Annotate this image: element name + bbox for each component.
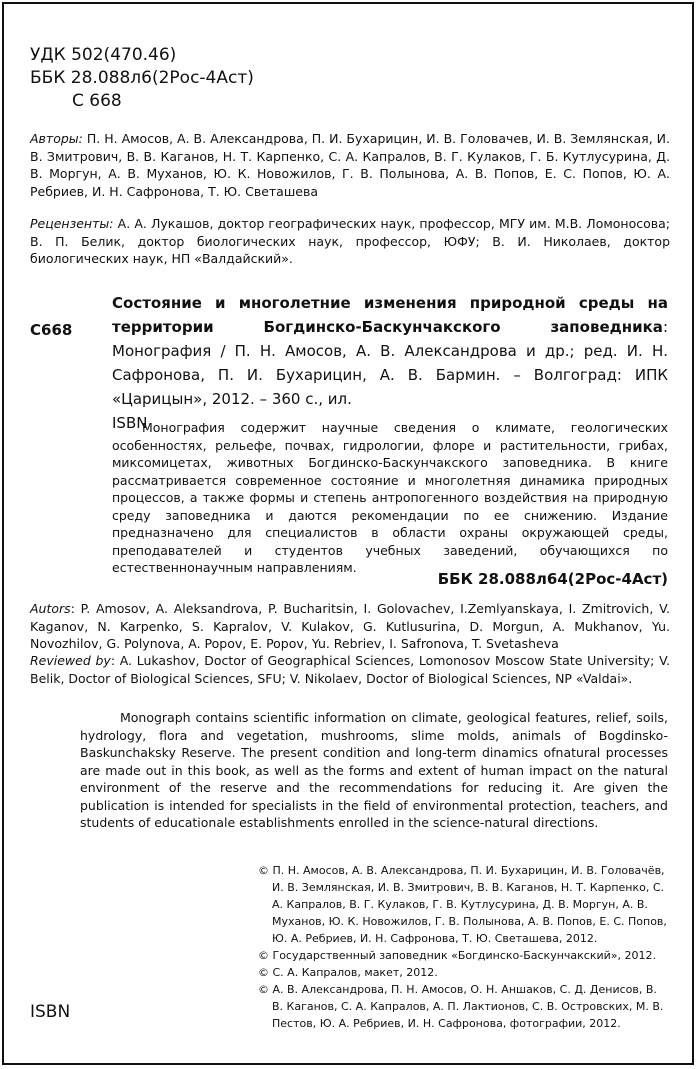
- classification-codes: [30, 44, 254, 113]
- copyright-line: © С. А. Капралов, макет, 2012.: [258, 966, 438, 979]
- copyright-line: © П. Н. Амосов, А. В. Александрова, П. И. Бухарицин, И. В. Головачёв, И. В. Землянская, И. В. Змитрович, В. В. Каганов, Н. Т. Карпенко, С. А. Капралов, В. Г. Кулаков, Г. В. Кутлусурина, Д. В. Моргун, А. В. Муханов, Ю. К. Новожилов, Г. В. Полынова, А. В. Попов, Е. С. Попов, Ю. А. Ребриев, И. Н. Сафронова, Т. Ю. Светашева, 2012.: [258, 864, 667, 945]
- abstract-ru: Монография содержит научные сведения о климате, геологических особенностях, рельефе, почвах, гидрологии, флоре и растительности, грибах, миксомицетах, животных Богдинско-Баскунчакского заповедника. В книге рассматривается современное состояние и многолетняя динамика природных процессов, а также формы и степень антропогенного воздействия на природную среду заповедника и даются рекомендации по ее снижению. Издание предназначено для специалистов в области охраны окружающей среды, преподавателей и студентов учебных заведений, обучающихся по естественнонаучным направлениям.: [112, 420, 668, 575]
- authors-en: [30, 600, 670, 653]
- bibliographic-title: [112, 291, 668, 435]
- reviewers-ru-text: А. А. Лукашов, доктор географических наук, профессор, МГУ им. М.В. Ломоносова; В. П. Белик, доктор биологических наук, профессор, ЮФУ; В. И. Николаев, доктор биологических наук, НП «Валдайский».: [30, 216, 670, 266]
- authors-en-text: : P. Amosov, A. Aleksandrova, P. Bucharitsin, I. Golovachev, I.Zemlyanskaya, I. Zmitrovich, V. Kaganov, N. Karpenko, S. Kapralov, V. Kulakov, G. Kutlusurina, D. Morgun, A. Mukhanov, Yu. Novozhilov, G. Polynova, A. Popov, E. Popov, Yu. Rebriev, I. Safronova, T. Svetasheva: [30, 601, 670, 651]
- bbk-code: ББК 28.088л6(2Рос-4Аст): [30, 68, 254, 88]
- title-isbn: ISBN: [112, 414, 148, 432]
- reviewers-ru-label: Рецензенты:: [30, 216, 114, 231]
- abstract-en: Monograph contains scientific information on climate, geological features, relief, soils, hydrology, flora and vegetation, mushrooms, slime molds, animals of Bogdinsko-Baskunchaksky Reserve. The present condition and long-term dinamics ofnatural processes are made out in this book, as well as the forms and extent of human impact on the natural environment of the reserve and the recommendations for reducing it. Are given the publication is intended for specialists in the field of environmental protection, teachers, and students of educationale establishments enrolled in the science-natural directions.: [80, 710, 668, 830]
- authors-en-label: Autors: [30, 601, 71, 616]
- authors-ru-text: П. Н. Амосов, А. В. Александрова, П. И. Бухарицин, И. В. Головачев, И. В. Землянская, И. В. Змитрович, В. В. Каганов, Н. Т. Карпенко, С. А. Капралов, В. Г. Кулаков, Г. Б. Кутлусурина, Д. В. Моргун, А. В. Муханов, Ю. К. Новожилов, Г. В. Полынова, А. В. Попов, Е. С. Попов, Ю. А. Ребриев, И. Н. Сафронова, Т. Ю. Светашева: [30, 131, 670, 199]
- udk-code: УДК 502(470.46): [30, 45, 177, 65]
- reviewers-en-text: : A. Lukashov, Doctor of Geographical Sciences, Lomonosov Moscow State University; V. Belik, Doctor of Biological Sciences, SFU; V. Nikolaev, Doctor of Biological Sciences, NP «Valdai».: [30, 653, 670, 686]
- reviewers-en: [30, 652, 670, 687]
- isbn-bottom: ISBN: [30, 1002, 71, 1022]
- copyright-line: © А. В. Александрова, П. Н. Амосов, О. Н. Аншаков, С. Д. Денисов, В. В. Каганов, С. А. Капралов, А. П. Лактионов, С. В. Островских, М. В. Пестов, Ю. А. Ребриев, И. Н. Сафронова, фотографии, 2012.: [258, 983, 664, 1030]
- book-title: Состояние и многолетние изменения природной среды на территории Богдинско-Баскунчакского заповедника: [112, 294, 668, 336]
- reviewers-en-label: Reviewed by: [30, 653, 111, 668]
- side-author-mark: С668: [30, 321, 73, 339]
- copyright-line: © Государственный заповедник «Богдинско-Баскунчакский», 2012.: [258, 949, 656, 962]
- bbk-right: ББК 28.088л64(2Рос-4Аст): [437, 570, 668, 588]
- book-imprint: : Монография / П. Н. Амосов, А. В. Александрова и др.; ред. И. Н. Сафронова, П. И. Бухарицин, А. В. Бармин. – Волгоград: ИПК «Царицын», 2012. – 360 с., ил.: [112, 318, 668, 408]
- author-mark: С 668: [72, 91, 122, 111]
- copyright-block: [258, 862, 670, 1032]
- reviewers-ru: [30, 215, 670, 268]
- authors-ru-label: Авторы:: [30, 131, 83, 146]
- authors-ru: [30, 130, 670, 200]
